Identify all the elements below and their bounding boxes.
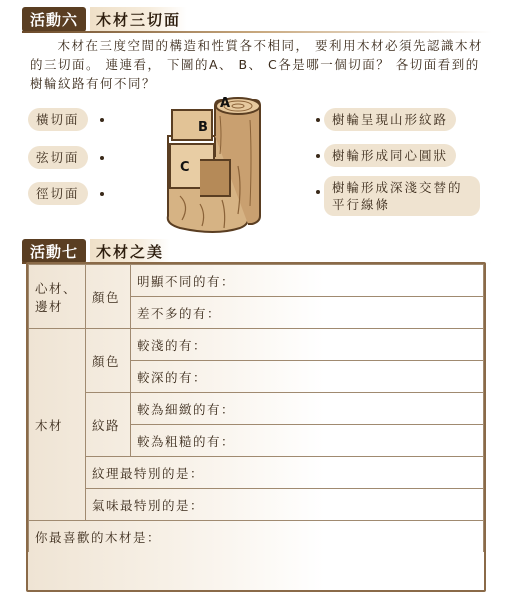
answer-favorite[interactable]: 你最喜歡的木材是： [29, 521, 484, 553]
activity6-divider [22, 31, 492, 33]
wood-log-illustration [160, 96, 280, 236]
activity7-title: 木材之美 [90, 239, 170, 264]
cell-heart-sap: 心材、邊材 [29, 265, 86, 329]
wood-beauty-table [26, 262, 486, 592]
label-a: A [220, 96, 231, 111]
connect-dot-left-3[interactable] [100, 192, 104, 196]
pill-tangential-section: 弦切面 [28, 146, 88, 169]
connect-dot-right-1[interactable] [316, 118, 320, 122]
pill-parallel-lines: 樹輪形成深淺交替的平行線條 [324, 176, 480, 216]
activity6-intro: 木材在三度空間的構造和性質各不相同， 要利用木材必須先認識木材的三切面。 連連看， 下圖的A、 B、 C各是哪一個切面？ 各切面看到的樹輪紋路有何不同？ [30, 38, 483, 91]
activity6-title: 木材三切面 [90, 7, 187, 32]
connect-dot-right-3[interactable] [316, 190, 320, 194]
activity7-tag: 活動七 [22, 239, 86, 264]
answer-smell[interactable]: 氣味最特別的是： [86, 489, 484, 521]
answer-light[interactable]: 較淺的有： [131, 329, 484, 361]
cell-wood: 木材 [29, 329, 86, 521]
label-c: C [180, 160, 190, 175]
answer-heart-similar[interactable]: 差不多的有： [131, 297, 484, 329]
connect-dot-left-1[interactable] [100, 118, 104, 122]
pill-concentric-rings: 樹輪形成同心圓狀 [324, 144, 456, 167]
answer-texture[interactable]: 紋理最特別的是： [86, 457, 484, 489]
pill-mountain-grain: 樹輪呈現山形紋路 [324, 108, 456, 131]
connect-dot-right-2[interactable] [316, 154, 320, 158]
activity6-header [22, 6, 187, 32]
answer-coarse[interactable]: 較為粗糙的有： [131, 425, 484, 457]
answer-dark[interactable]: 較深的有： [131, 361, 484, 393]
activity7-header [22, 238, 170, 264]
cell-color-1: 顏色 [86, 265, 131, 329]
answer-fine[interactable]: 較為細緻的有： [131, 393, 484, 425]
activity6-tag: 活動六 [22, 7, 86, 32]
answer-heart-obvious[interactable]: 明顯不同的有： [131, 265, 484, 297]
cell-grain: 紋路 [86, 393, 131, 457]
label-b: B [198, 120, 208, 135]
pill-radial-section: 徑切面 [28, 182, 88, 205]
connect-dot-left-2[interactable] [100, 156, 104, 160]
pill-cross-section: 橫切面 [28, 108, 88, 131]
cell-color-2: 顏色 [86, 329, 131, 393]
